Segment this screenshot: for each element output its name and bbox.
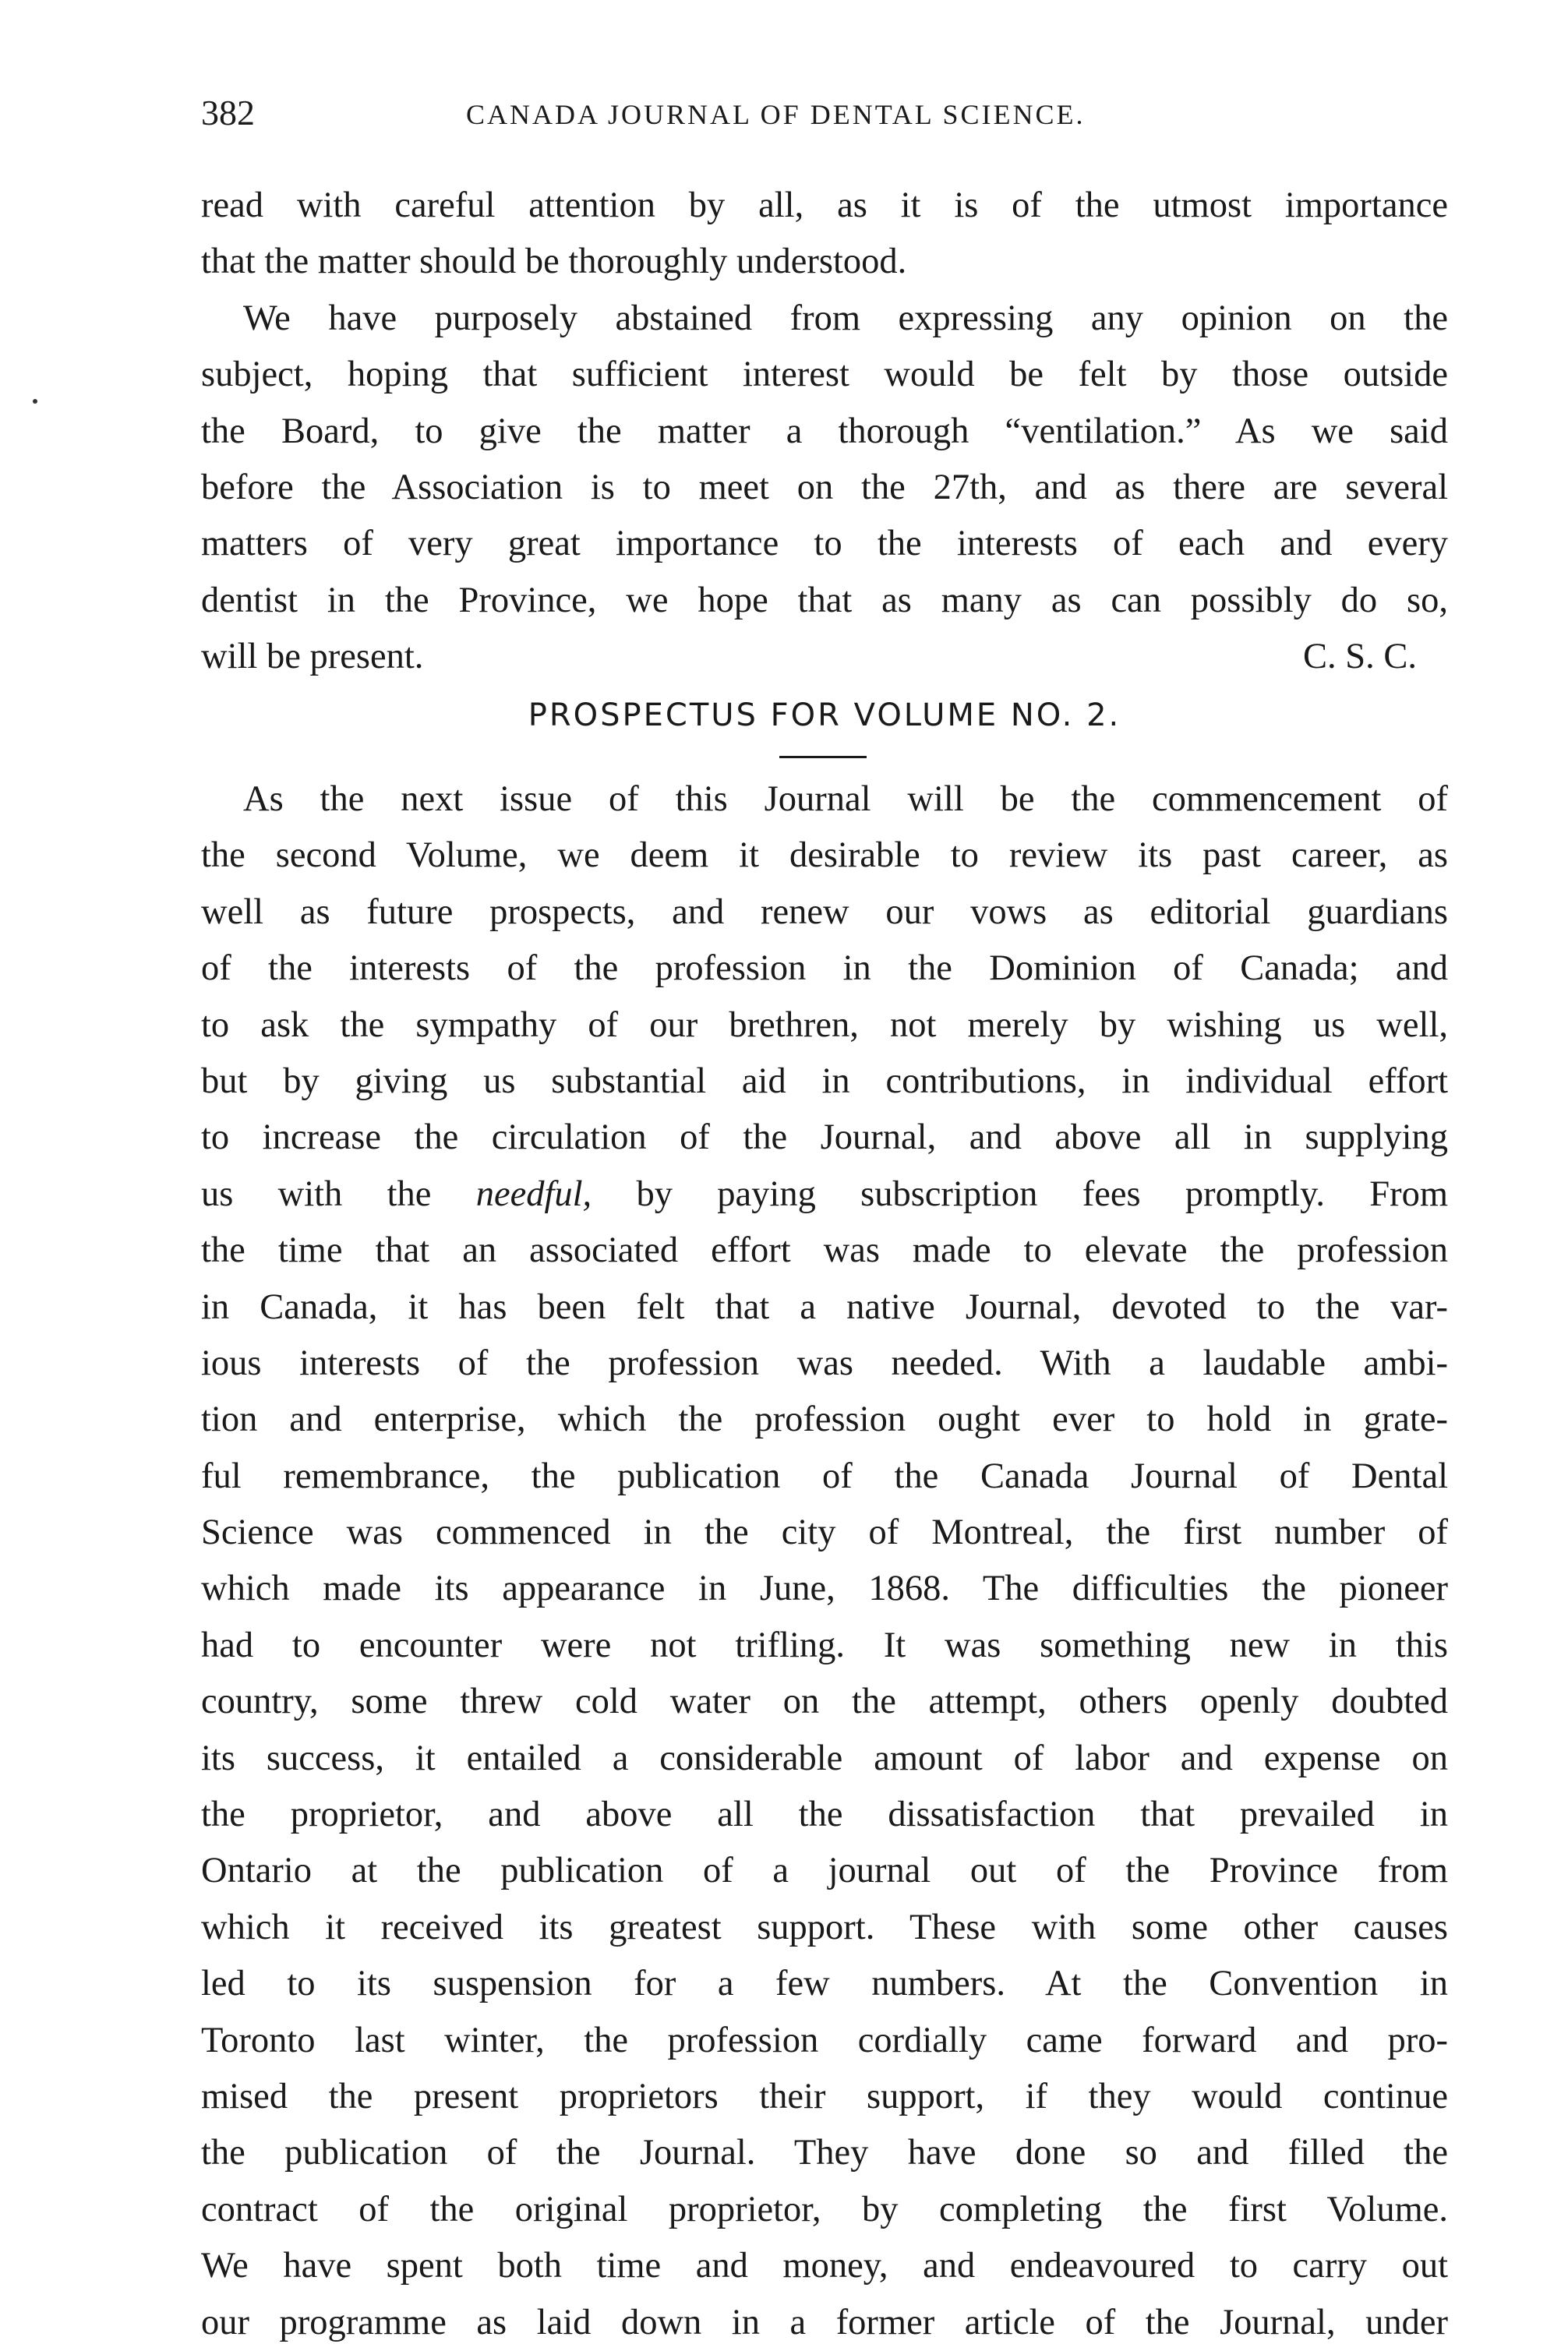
text-line: but by giving us substantial aid in contributions, in individual effort bbox=[201, 1061, 1448, 1101]
text-line: the publication of the Journal. They have done so and filled the bbox=[201, 2133, 1448, 2173]
text-line: to ask the sympathy of our brethren, not merely by wishing us well, bbox=[201, 1004, 1448, 1045]
section-title: PROSPECTUS FOR VOLUME NO. 2. bbox=[528, 697, 1121, 733]
text-line: which it received its greatest support. These with some other causes bbox=[201, 1907, 1448, 1947]
text-fragment: by paying subscription fees promptly. From bbox=[592, 1174, 1448, 1214]
text-line-with-italic bbox=[201, 1167, 1448, 1223]
text-line: the proprietor, and above all the dissatisfaction that prevailed in bbox=[201, 1795, 1448, 1835]
text-line: well as future prospects, and renew our vows as editorial guardians bbox=[201, 891, 1448, 932]
text-line: subject, hoping that sufficient interest would be felt by those outside bbox=[201, 355, 1448, 395]
signoff-line bbox=[201, 629, 1448, 685]
text-line: in Canada, it has been felt that a native Journal, devoted to the var- bbox=[201, 1287, 1448, 1327]
text-line: had to encounter were not trifling. It was something new in this bbox=[201, 1625, 1448, 1665]
page-number: 382 bbox=[201, 93, 255, 132]
text-line: the second Volume, we deem it desirable to review its past career, as bbox=[201, 835, 1448, 876]
text-line: mised the present proprietors their support, if they would continue bbox=[201, 2076, 1448, 2116]
text-line: country, some threw cold water on the attempt, others openly doubted bbox=[201, 1682, 1448, 1722]
text-line: the Board, to give the matter a thorough “ventilation.” As we said bbox=[201, 411, 1448, 451]
prospectus-body bbox=[201, 771, 1448, 2351]
text-fragment: us with the bbox=[201, 1174, 476, 1214]
text-line: led to its suspension for a few numbers. At the Convention in bbox=[201, 1964, 1448, 2004]
text-line: We have spent both time and money, and endeavoured to carry out bbox=[201, 2246, 1448, 2286]
title-rule bbox=[779, 756, 867, 758]
text-line: before the Association is to meet on the 27th, and as there are several bbox=[201, 467, 1448, 507]
text-line: tion and enterprise, which the profession ought ever to hold in grate- bbox=[201, 1400, 1448, 1440]
text-line: matters of very great importance to the interests of each and every bbox=[201, 524, 1448, 564]
text-line: its success, it entailed a considerable amount of labor and expense on bbox=[201, 1738, 1448, 1778]
editorial-section bbox=[201, 178, 1448, 686]
text-line: contract of the original proprietor, by completing the first Volume. bbox=[201, 2189, 1448, 2229]
text-line: of the interests of the profession in the Dominion of Canada; and bbox=[201, 948, 1448, 989]
text-line: read with careful attention by all, as it is of the utmost importance bbox=[201, 185, 1448, 225]
stray-mark bbox=[33, 399, 37, 404]
text-line: will be present. bbox=[201, 637, 424, 677]
signature: C. S. C. bbox=[1302, 637, 1417, 677]
italic-word: needful, bbox=[475, 1174, 592, 1214]
page-header bbox=[201, 90, 1448, 152]
running-head: CANADA JOURNAL OF DENTAL SCIENCE. bbox=[466, 99, 1086, 130]
text-line: We have purposely abstained from expressing any opinion on the bbox=[243, 298, 1448, 338]
text-line: our programme as laid down in a former article of the Journal, under bbox=[201, 2302, 1448, 2342]
text-line: As the next issue of this Journal will be the commencement of bbox=[243, 779, 1448, 819]
text-line: Ontario at the publication of a journal out of the Province from bbox=[201, 1851, 1448, 1891]
text-line: ious interests of the profession was needed. With a laudable ambi- bbox=[201, 1343, 1448, 1383]
text-line: to increase the circulation of the Journal, and above all in supplying bbox=[201, 1117, 1448, 1158]
text-line: dentist in the Province, we hope that as many as can possibly do so, bbox=[201, 580, 1448, 620]
text-line: ful remembrance, the publication of the Canada Journal of Dental bbox=[201, 1456, 1448, 1496]
text-line: Science was commenced in the city of Montreal, the first number of bbox=[201, 1513, 1448, 1553]
text-line: Toronto last winter, the profession cordially came forward and pro- bbox=[201, 2020, 1448, 2060]
text-line: that the matter should be thoroughly understood. bbox=[201, 242, 907, 282]
text-line: the time that an associated effort was made to elevate the profession bbox=[201, 1230, 1448, 1271]
text-line: which made its appearance in June, 1868. The difficulties the pioneer bbox=[201, 1569, 1448, 1609]
